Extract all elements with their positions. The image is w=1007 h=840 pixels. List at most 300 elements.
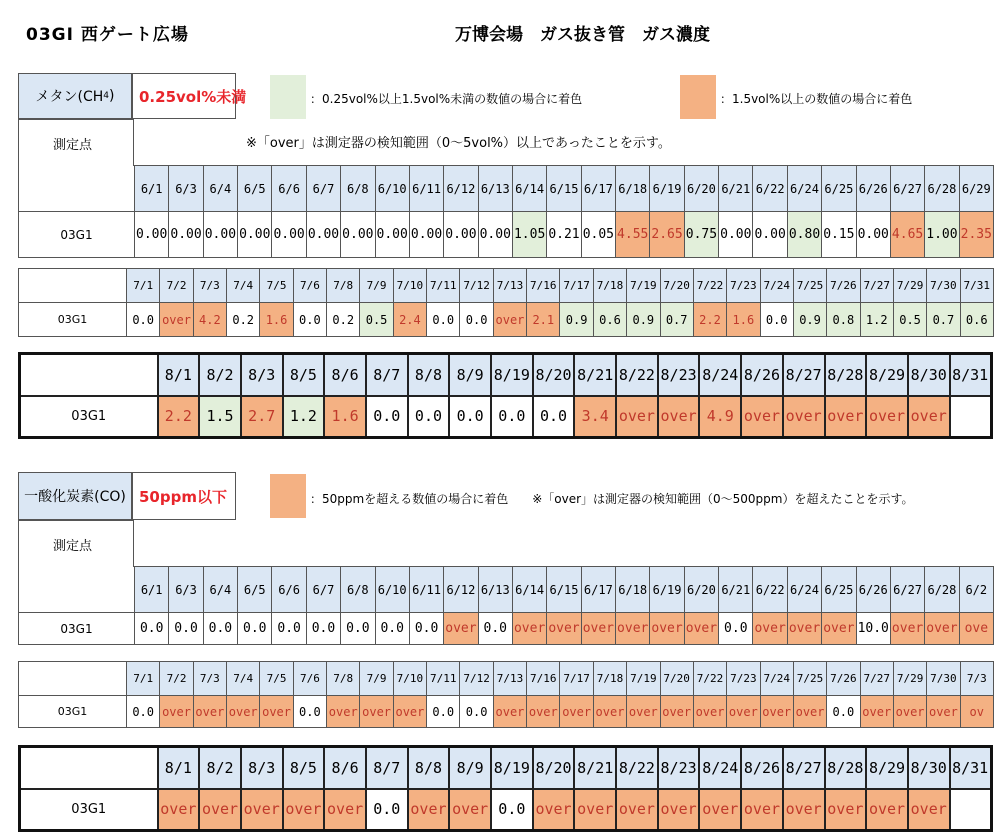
value-cell: 1.05 <box>512 212 546 258</box>
measure-point-name: 03G1 <box>19 696 127 728</box>
date-header: 7/9 <box>360 269 393 303</box>
date-header: 8/27 <box>783 747 825 789</box>
date-header: 6/27 <box>890 567 924 613</box>
date-header: 6/5 <box>238 166 272 212</box>
date-header: 8/5 <box>283 354 325 396</box>
value-cell: 0.7 <box>927 303 960 337</box>
date-header: 8/31 <box>950 354 992 396</box>
value-cell: over <box>783 789 825 831</box>
date-header: 8/27 <box>783 354 825 396</box>
date-row <box>19 166 994 212</box>
value-cell: 0.0 <box>366 789 408 831</box>
date-header: 7/4 <box>227 269 260 303</box>
corner-cell <box>20 354 158 396</box>
value-cell: 0.0 <box>478 613 512 645</box>
value-cell: 0.00 <box>135 212 169 258</box>
value-cell: 0.0 <box>719 613 753 645</box>
date-header: 8/20 <box>533 354 575 396</box>
value-cell: 0.15 <box>822 212 856 258</box>
value-cell: over <box>324 789 366 831</box>
value-cell: 0.00 <box>444 212 478 258</box>
value-cell: 0.8 <box>827 303 860 337</box>
value-cell: 0.0 <box>460 696 493 728</box>
value-cell: over <box>160 696 193 728</box>
date-header: 6/14 <box>512 166 546 212</box>
date-header: 8/1 <box>158 747 200 789</box>
legend-green-text: ：0.25vol%以上1.5vol%未満の数値の場合に着色 <box>310 92 583 106</box>
date-header: 6/20 <box>684 166 718 212</box>
methane-label: メタン(CH 4 ) <box>18 73 132 119</box>
co-june-table <box>18 566 994 645</box>
date-header: 6/26 <box>856 567 890 613</box>
value-cell: over <box>593 696 626 728</box>
corner-cell <box>19 166 135 212</box>
date-header: 6/14 <box>512 567 546 613</box>
table-row <box>20 789 992 831</box>
date-row <box>20 747 992 789</box>
value-cell: over <box>787 613 821 645</box>
date-header: 7/30 <box>927 269 960 303</box>
date-header: 7/22 <box>693 269 726 303</box>
value-cell: 0.0 <box>427 303 460 337</box>
date-header: 8/26 <box>741 747 783 789</box>
co-measure-point-label: 測定点 <box>53 539 93 554</box>
legend-orange-swatch <box>680 75 716 119</box>
date-header: 6/19 <box>650 166 684 212</box>
measure-point-name: 03G1 <box>20 396 158 438</box>
corner-cell <box>19 662 127 696</box>
date-header: 7/26 <box>827 269 860 303</box>
date-header: 8/30 <box>908 747 950 789</box>
value-cell: 0.00 <box>169 212 203 258</box>
date-header: 7/23 <box>727 662 760 696</box>
value-cell: 0.0 <box>272 613 306 645</box>
value-cell: over <box>890 613 924 645</box>
co-august-table <box>18 745 993 832</box>
date-header: 6/24 <box>787 567 821 613</box>
date-header: 8/29 <box>866 354 908 396</box>
date-header: 8/7 <box>366 747 408 789</box>
date-header: 7/19 <box>627 662 660 696</box>
methane-august-table <box>18 352 993 439</box>
date-header: 8/19 <box>491 354 533 396</box>
value-cell: 0.5 <box>893 303 926 337</box>
date-header: 8/9 <box>449 747 491 789</box>
value-cell: 3.4 <box>574 396 616 438</box>
date-header: 7/29 <box>893 269 926 303</box>
value-cell: 0.00 <box>856 212 890 258</box>
date-header: 6/8 <box>341 166 375 212</box>
value-cell: 0.6 <box>960 303 993 337</box>
value-cell: 1.6 <box>324 396 366 438</box>
value-cell: 0.0 <box>760 303 793 337</box>
value-cell: over <box>658 789 700 831</box>
date-header: 7/23 <box>727 269 760 303</box>
date-header: 8/26 <box>741 354 783 396</box>
date-header: 6/3 <box>169 166 203 212</box>
date-header: 8/2 <box>199 747 241 789</box>
date-header: 7/20 <box>660 269 693 303</box>
value-cell: over <box>393 696 426 728</box>
value-cell: over <box>616 613 650 645</box>
date-header: 7/25 <box>793 269 826 303</box>
date-header: 7/13 <box>493 269 526 303</box>
date-header: 7/30 <box>927 662 960 696</box>
date-header: 6/29 <box>959 166 993 212</box>
date-header: 6/13 <box>478 567 512 613</box>
date-header: 7/17 <box>560 269 593 303</box>
date-header: 8/22 <box>616 354 658 396</box>
date-header: 7/5 <box>260 662 293 696</box>
date-header: 6/19 <box>650 567 684 613</box>
date-header: 7/20 <box>660 662 693 696</box>
legend-orange-text: ：1.5vol%以上の数値の場合に着色 <box>720 92 913 106</box>
value-cell: over <box>360 696 393 728</box>
value-cell: over <box>908 396 950 438</box>
value-cell: 0.5 <box>360 303 393 337</box>
date-header: 6/26 <box>856 166 890 212</box>
value-cell: 0.0 <box>293 303 326 337</box>
value-cell: over <box>650 613 684 645</box>
value-cell: over <box>241 789 283 831</box>
date-header: 7/10 <box>393 662 426 696</box>
value-cell: over <box>512 613 546 645</box>
value-cell: over <box>227 696 260 728</box>
date-header: 6/17 <box>581 166 615 212</box>
value-cell: 0.0 <box>306 613 340 645</box>
value-cell: over <box>581 613 615 645</box>
date-header: 7/24 <box>760 662 793 696</box>
value-cell: over <box>616 789 658 831</box>
table-row <box>19 303 994 337</box>
measure-point-name: 03G1 <box>20 789 158 831</box>
value-cell: over <box>741 396 783 438</box>
date-header: 8/23 <box>658 354 700 396</box>
value-cell: 0.00 <box>409 212 443 258</box>
date-header: 6/5 <box>238 567 272 613</box>
value-cell: 2.4 <box>393 303 426 337</box>
date-header: 8/23 <box>658 747 700 789</box>
value-cell: 0.00 <box>753 212 787 258</box>
value-cell: over <box>760 696 793 728</box>
value-cell: 0.0 <box>203 613 237 645</box>
date-header: 6/12 <box>444 166 478 212</box>
value-cell: 0.80 <box>787 212 821 258</box>
date-header: 6/7 <box>306 567 340 613</box>
date-header: 6/4 <box>203 567 237 613</box>
date-header: 8/8 <box>408 747 450 789</box>
value-cell: ove <box>959 613 993 645</box>
value-cell: 0.6 <box>593 303 626 337</box>
value-cell: 1.6 <box>727 303 760 337</box>
date-header: 7/6 <box>293 269 326 303</box>
date-header: 7/3 <box>193 662 226 696</box>
date-header: 6/12 <box>444 567 478 613</box>
date-header: 6/15 <box>547 166 581 212</box>
value-cell: over <box>160 303 193 337</box>
date-header: 7/1 <box>127 662 160 696</box>
date-header: 6/11 <box>409 567 443 613</box>
co-legend-text: ：50ppmを超える数値の場合に着色 ※「over」は測定器の検知範囲（0～500ppm）を超えたことを示す。 <box>310 492 914 506</box>
date-header: 7/24 <box>760 269 793 303</box>
value-cell: 0.7 <box>660 303 693 337</box>
date-header: 6/6 <box>272 567 306 613</box>
value-cell: over <box>793 696 826 728</box>
date-header: 6/3 <box>169 567 203 613</box>
co-label: 一酸化炭素(CO) <box>18 472 132 520</box>
value-cell: over <box>493 303 526 337</box>
value-cell: over <box>193 696 226 728</box>
date-header: 7/29 <box>893 662 926 696</box>
value-cell <box>950 789 992 831</box>
date-header: 8/6 <box>324 747 366 789</box>
value-cell: 10.0 <box>856 613 890 645</box>
value-cell: 0.0 <box>135 613 169 645</box>
value-cell: over <box>547 613 581 645</box>
date-header: 6/28 <box>925 567 959 613</box>
date-header: 7/18 <box>593 662 626 696</box>
date-header: 8/9 <box>449 354 491 396</box>
date-header: 6/17 <box>581 567 615 613</box>
value-cell: over <box>783 396 825 438</box>
date-header: 7/12 <box>460 269 493 303</box>
date-header: 6/28 <box>925 166 959 212</box>
value-cell: over <box>260 696 293 728</box>
value-cell: over <box>893 696 926 728</box>
date-header: 7/5 <box>260 269 293 303</box>
value-cell: over <box>408 789 450 831</box>
value-cell: over <box>866 789 908 831</box>
date-row <box>20 354 992 396</box>
value-cell: over <box>574 789 616 831</box>
value-cell: over <box>627 696 660 728</box>
date-header: 6/20 <box>684 567 718 613</box>
date-header: 7/13 <box>493 662 526 696</box>
date-header: 7/6 <box>293 662 326 696</box>
co-july-table <box>18 661 994 728</box>
value-cell: 1.00 <box>925 212 959 258</box>
value-cell: over <box>825 396 867 438</box>
value-cell: 0.00 <box>478 212 512 258</box>
date-row <box>19 662 994 696</box>
value-cell: over <box>925 613 959 645</box>
date-header: 6/21 <box>719 166 753 212</box>
co-threshold: 50ppm以下 <box>132 472 236 520</box>
value-cell: 0.0 <box>127 303 160 337</box>
date-header: 8/30 <box>908 354 950 396</box>
date-header: 7/9 <box>360 662 393 696</box>
value-cell: over <box>660 696 693 728</box>
table-row <box>19 613 994 645</box>
date-header: 7/3 <box>193 269 226 303</box>
measure-point-label: 測定点 <box>53 138 93 153</box>
date-header: 8/5 <box>283 747 325 789</box>
value-cell: 0.2 <box>227 303 260 337</box>
date-header: 7/1 <box>127 269 160 303</box>
value-cell: 0.0 <box>827 696 860 728</box>
date-header: 8/21 <box>574 747 616 789</box>
date-header: 7/25 <box>793 662 826 696</box>
value-cell: 1.2 <box>283 396 325 438</box>
date-header: 7/27 <box>860 662 893 696</box>
value-cell: 0.0 <box>408 396 450 438</box>
date-header: 7/8 <box>327 662 360 696</box>
date-header: 7/22 <box>693 662 726 696</box>
value-cell: 0.0 <box>375 613 409 645</box>
value-cell: 0.0 <box>127 696 160 728</box>
measure-point-name: 03G1 <box>19 303 127 337</box>
date-header: 8/3 <box>241 747 283 789</box>
methane-july-table <box>18 268 994 337</box>
date-header: 6/25 <box>822 567 856 613</box>
value-cell: 0.0 <box>533 396 575 438</box>
date-header: 7/16 <box>527 662 560 696</box>
value-cell: 0.0 <box>491 789 533 831</box>
date-header: 7/18 <box>593 269 626 303</box>
measure-point-name: 03G1 <box>19 613 135 645</box>
value-cell: 0.0 <box>409 613 443 645</box>
value-cell: 0.9 <box>627 303 660 337</box>
value-cell: 2.65 <box>650 212 684 258</box>
date-header: 6/21 <box>719 567 753 613</box>
value-cell: 0.05 <box>581 212 615 258</box>
value-cell: 2.2 <box>693 303 726 337</box>
date-header: 6/18 <box>616 166 650 212</box>
value-cell: over <box>927 696 960 728</box>
value-cell: 4.2 <box>193 303 226 337</box>
value-cell: over <box>658 396 700 438</box>
value-cell: 4.55 <box>616 212 650 258</box>
date-header: 6/6 <box>272 166 306 212</box>
date-header: 8/8 <box>408 354 450 396</box>
value-cell: 0.0 <box>238 613 272 645</box>
date-header: 6/1 <box>135 567 169 613</box>
date-header: 8/31 <box>950 747 992 789</box>
date-header: 6/7 <box>306 166 340 212</box>
site-title: 03GⅠ 西ゲート広場 <box>26 25 189 45</box>
table-row <box>19 696 994 728</box>
value-cell: 4.65 <box>890 212 924 258</box>
value-cell: over <box>327 696 360 728</box>
value-cell: 0.00 <box>719 212 753 258</box>
date-header: 7/3 <box>960 662 993 696</box>
value-cell: over <box>699 789 741 831</box>
date-header: 6/13 <box>478 166 512 212</box>
date-header: 6/24 <box>787 166 821 212</box>
value-cell: 1.2 <box>860 303 893 337</box>
value-cell: over <box>449 789 491 831</box>
date-header: 7/19 <box>627 269 660 303</box>
value-cell: over <box>158 789 200 831</box>
date-header: 7/11 <box>427 662 460 696</box>
date-header: 8/2 <box>199 354 241 396</box>
date-header: 8/20 <box>533 747 575 789</box>
value-cell: over <box>860 696 893 728</box>
table-row <box>19 212 994 258</box>
date-header: 7/11 <box>427 269 460 303</box>
value-cell: 0.00 <box>375 212 409 258</box>
date-header: 8/24 <box>699 747 741 789</box>
date-header: 7/12 <box>460 662 493 696</box>
value-cell: over <box>283 789 325 831</box>
value-cell: over <box>741 789 783 831</box>
date-header: 6/4 <box>203 166 237 212</box>
value-cell: over <box>616 396 658 438</box>
date-header: 6/15 <box>547 567 581 613</box>
value-cell: 2.35 <box>959 212 993 258</box>
value-cell: 0.00 <box>341 212 375 258</box>
date-header: 8/3 <box>241 354 283 396</box>
value-cell: 0.0 <box>169 613 203 645</box>
value-cell: over <box>753 613 787 645</box>
value-cell: 0.00 <box>238 212 272 258</box>
date-row <box>19 567 994 613</box>
date-header: 8/6 <box>324 354 366 396</box>
value-cell: over <box>693 696 726 728</box>
value-cell: 0.21 <box>547 212 581 258</box>
value-cell: over <box>908 789 950 831</box>
date-header: 8/1 <box>158 354 200 396</box>
value-cell: over <box>533 789 575 831</box>
corner-cell <box>19 269 127 303</box>
date-header: 7/16 <box>527 269 560 303</box>
value-cell: ov <box>960 696 993 728</box>
date-header: 6/10 <box>375 166 409 212</box>
value-cell: 2.7 <box>241 396 283 438</box>
value-cell: 2.2 <box>158 396 200 438</box>
value-cell: over <box>527 696 560 728</box>
page-title: 万博会場 ガス抜き管 ガス濃度 <box>455 25 710 45</box>
date-header: 6/27 <box>890 166 924 212</box>
value-cell: 0.9 <box>560 303 593 337</box>
methane-over-note: ※「over」は測定器の検知範囲（0～5vol%）以上であったことを示す。 <box>246 136 671 151</box>
methane-threshold: 0.25vol%未満 <box>132 73 236 119</box>
value-cell: over <box>493 696 526 728</box>
value-cell: 0.0 <box>366 396 408 438</box>
value-cell: over <box>560 696 593 728</box>
value-cell: 0.9 <box>793 303 826 337</box>
date-header: 7/8 <box>327 269 360 303</box>
date-header: 7/2 <box>160 662 193 696</box>
value-cell: 0.0 <box>449 396 491 438</box>
date-header: 6/18 <box>616 567 650 613</box>
value-cell: 4.9 <box>699 396 741 438</box>
date-header: 7/26 <box>827 662 860 696</box>
date-header: 7/31 <box>960 269 993 303</box>
measure-point-name: 03G1 <box>19 212 135 258</box>
value-cell: 0.00 <box>306 212 340 258</box>
date-header: 8/19 <box>491 747 533 789</box>
date-header: 6/1 <box>135 166 169 212</box>
date-header: 7/27 <box>860 269 893 303</box>
value-cell: over <box>825 789 867 831</box>
value-cell: 0.0 <box>341 613 375 645</box>
date-header: 6/10 <box>375 567 409 613</box>
date-header: 6/8 <box>341 567 375 613</box>
date-header: 6/22 <box>753 166 787 212</box>
value-cell: 0.0 <box>293 696 326 728</box>
value-cell: 0.0 <box>491 396 533 438</box>
date-header: 8/7 <box>366 354 408 396</box>
value-cell: 0.0 <box>427 696 460 728</box>
value-cell: over <box>866 396 908 438</box>
date-header: 8/24 <box>699 354 741 396</box>
value-cell: 0.75 <box>684 212 718 258</box>
date-header: 7/4 <box>227 662 260 696</box>
value-cell: 0.00 <box>203 212 237 258</box>
methane-june-table <box>18 165 994 258</box>
corner-cell <box>20 747 158 789</box>
